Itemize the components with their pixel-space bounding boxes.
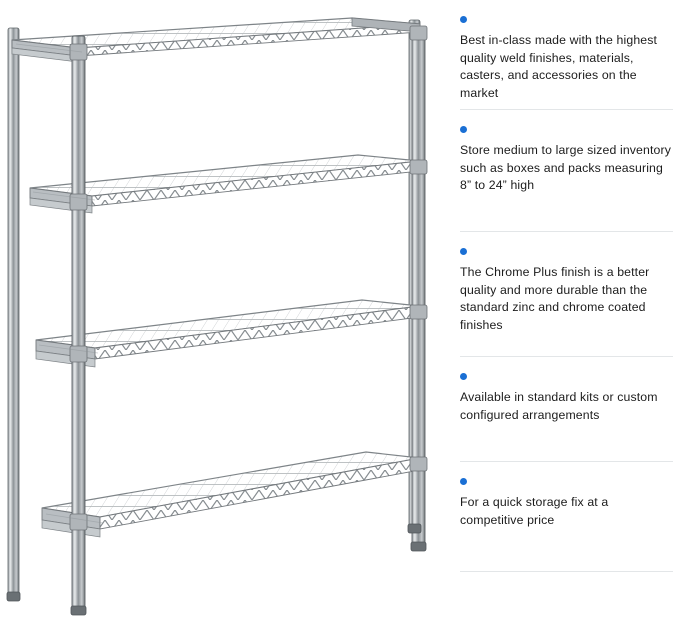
feature-list — [440, 0, 679, 617]
foot-back-right — [408, 524, 421, 533]
feature-text: For a quick storage fix at a competitive price — [460, 495, 609, 527]
foot-back-left — [7, 592, 20, 601]
feature-item — [460, 357, 673, 462]
feature-text: Store medium to large sized inventory such as boxes and packs measuring 8” to 24” high — [460, 143, 671, 193]
post-back-left — [8, 28, 19, 600]
post-front-right — [410, 26, 427, 551]
feature-item — [460, 0, 673, 110]
bullet-dot-icon — [460, 16, 467, 23]
shelf-3 — [36, 300, 420, 367]
shelf-2 — [30, 155, 420, 213]
mesh-wire-detail — [16, 44, 103, 523]
bullet-dot-icon — [460, 478, 467, 485]
bullet-dot-icon — [460, 248, 467, 255]
post-front-left — [70, 36, 87, 615]
feature-item — [460, 232, 673, 357]
feature-text: The Chrome Plus finish is a better quality and more durable than the standard zinc and chrome coated finishes — [460, 265, 650, 332]
shelf-4 — [42, 452, 420, 537]
feature-text: Best in-class made with the highest quality weld finishes, materials, casters, and accessories on the market — [460, 33, 658, 100]
bullet-dot-icon — [460, 126, 467, 133]
bullet-dot-icon — [460, 373, 467, 380]
feature-item — [460, 462, 673, 572]
feature-item — [460, 110, 673, 232]
feature-text: Available in standard kits or custom configured arrangements — [460, 390, 658, 422]
